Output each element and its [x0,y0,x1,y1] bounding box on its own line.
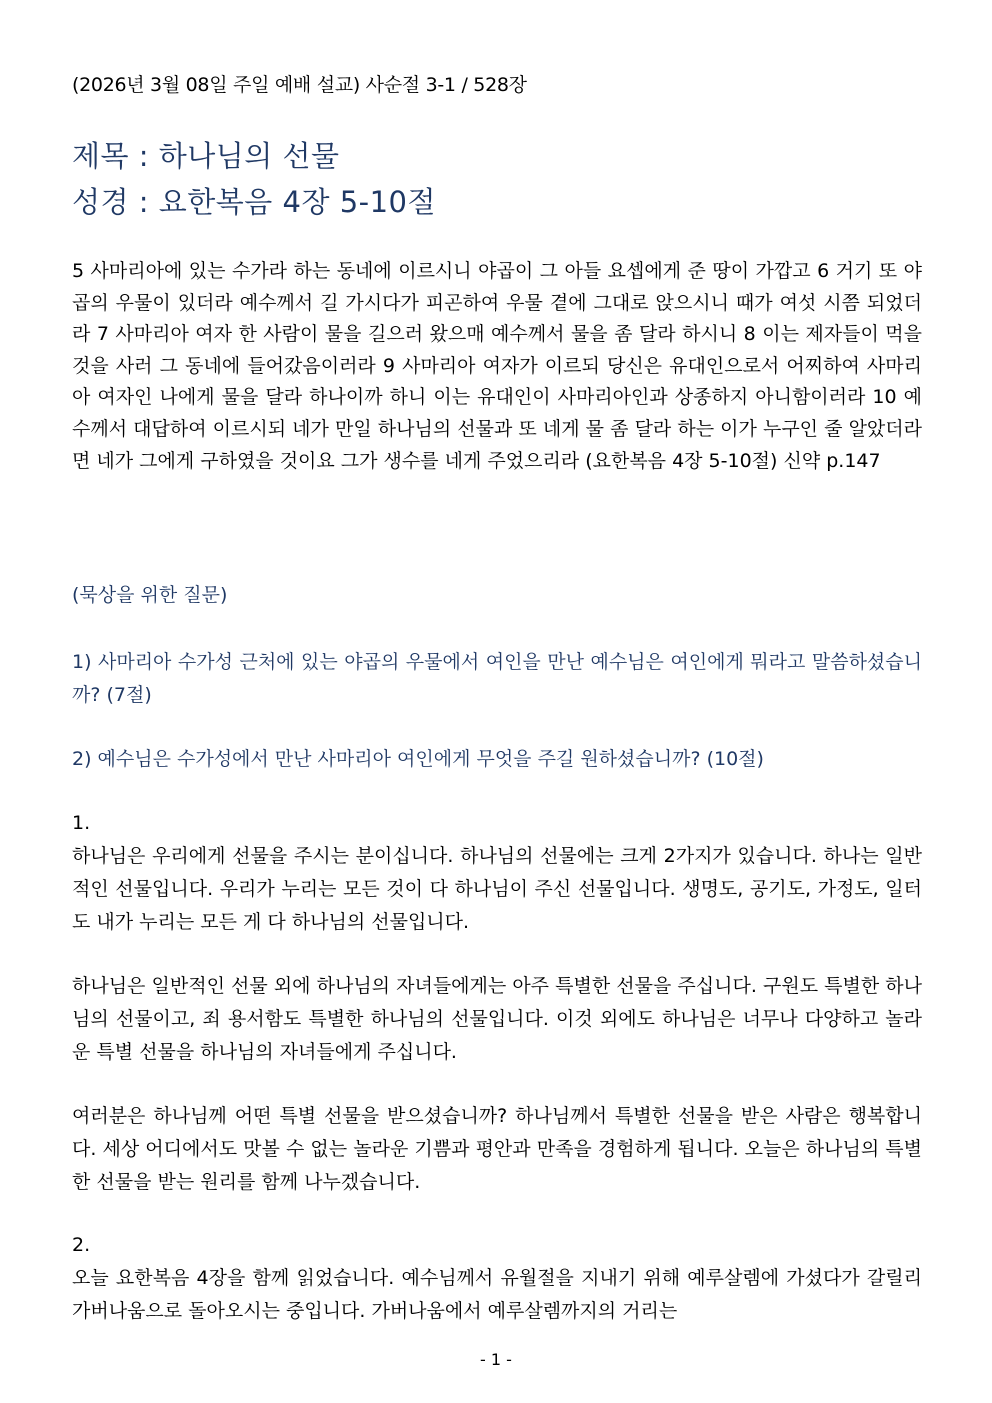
section-1-paragraph-2: 하나님은 일반적인 선물 외에 하나님의 자녀들에게는 아주 특별한 선물을 주십니다. 구원도 특별한 하나님의 선물이고, 죄 용서함도 특별한 하나님의 선물입니다. 이것 외에도 하나님은 너무나 다양하고 놀라운 특별 선물을 하나님의 자녀들에게 주십니다. [72,975,922,1063]
sermon-title: 제목 : 하나님의 선물 [72,139,340,173]
scripture-text: 5 사마리아에 있는 수가라 하는 동네에 이르시니 야곱이 그 아들 요셉에게 준 땅이 가깝고 6 거기 또 야곱의 우물이 있더라 예수께서 길 가시다가 피곤하여 우물 곁에 그대로 앉으시니 때가 여섯 시쯤 되었더라 7 사마리아 여자 한 사람이 물을 길으러 왔으매 예수께서 물을 좀 달라 하시니 8 이는 제자들이 먹을 것을 사러 그 동네에 들어갔음이러라 9 사마리아 여자가 이르되 당신은 유대인으로서 어찌하여 사마리아 여자인 나에게 물을 달라 하나이까 하니 이는 유대인이 사마리아인과 상종하지 아니함이러라 10 예수께서 대답하여 이르시되 네가 만일 하나님의 선물과 또 네게 물 좀 달라 하는 이가 누구인 줄 알았더라면 네가 그에게 구하였을 것이요 그가 생수를 네게 주었으리라 (요한복음 4장 5-10절) 신약 p.147 [72,260,922,472]
section-1-paragraph-3: 여러분은 하나님께 어떤 특별 선물을 받으셨습니까? 하나님께서 특별한 선물을 받은 사람은 행복합니다. 세상 어디에서도 맛볼 수 없는 놀라운 기쁨과 평안과 만족을 경험하게 됩니다. 오늘은 하나님의 특별한 선물을 받는 원리를 함께 나누겠습니다. [72,1105,922,1193]
section-2-paragraph-1: 오늘 요한복음 4장을 함께 읽었습니다. 예수님께서 유월절을 지내기 위해 예루살렘에 가셨다가 갈릴리 가버나움으로 돌아오시는 중입니다. 가버나움에서 예루살렘까지의 거리는 [72,1267,922,1322]
sermon-header: (2026년 3월 08일 주일 예배 설교) 사순절 3-1 / 528장 [72,74,527,96]
meditation-heading: (묵상을 위한 질문) [72,584,228,606]
scripture-reference: 성경 : 요한복음 4장 5-10절 [72,185,437,219]
section-2-number: 2. [72,1234,91,1256]
section-1-number: 1. [72,812,91,834]
meditation-question-2: 2) 예수님은 수가성에서 만난 사마리아 여인에게 무엇을 주길 원하셨습니까? (10절) [72,748,764,770]
page-number: - 1 - [480,1350,512,1369]
meditation-question-1: 1) 사마리아 수가성 근처에 있는 야곱의 우물에서 여인을 만난 예수님은 여인에게 뭐라고 말씀하셨습니까? (7절) [72,651,922,706]
section-1-paragraph-1: 하나님은 우리에게 선물을 주시는 분이십니다. 하나님의 선물에는 크게 2가지가 있습니다. 하나는 일반적인 선물입니다. 우리가 누리는 모든 것이 다 하나님이 주신 선물입니다. 생명도, 공기도, 가정도, 일터도 내가 누리는 모든 게 다 하나님의 선물입니다. [72,845,922,933]
